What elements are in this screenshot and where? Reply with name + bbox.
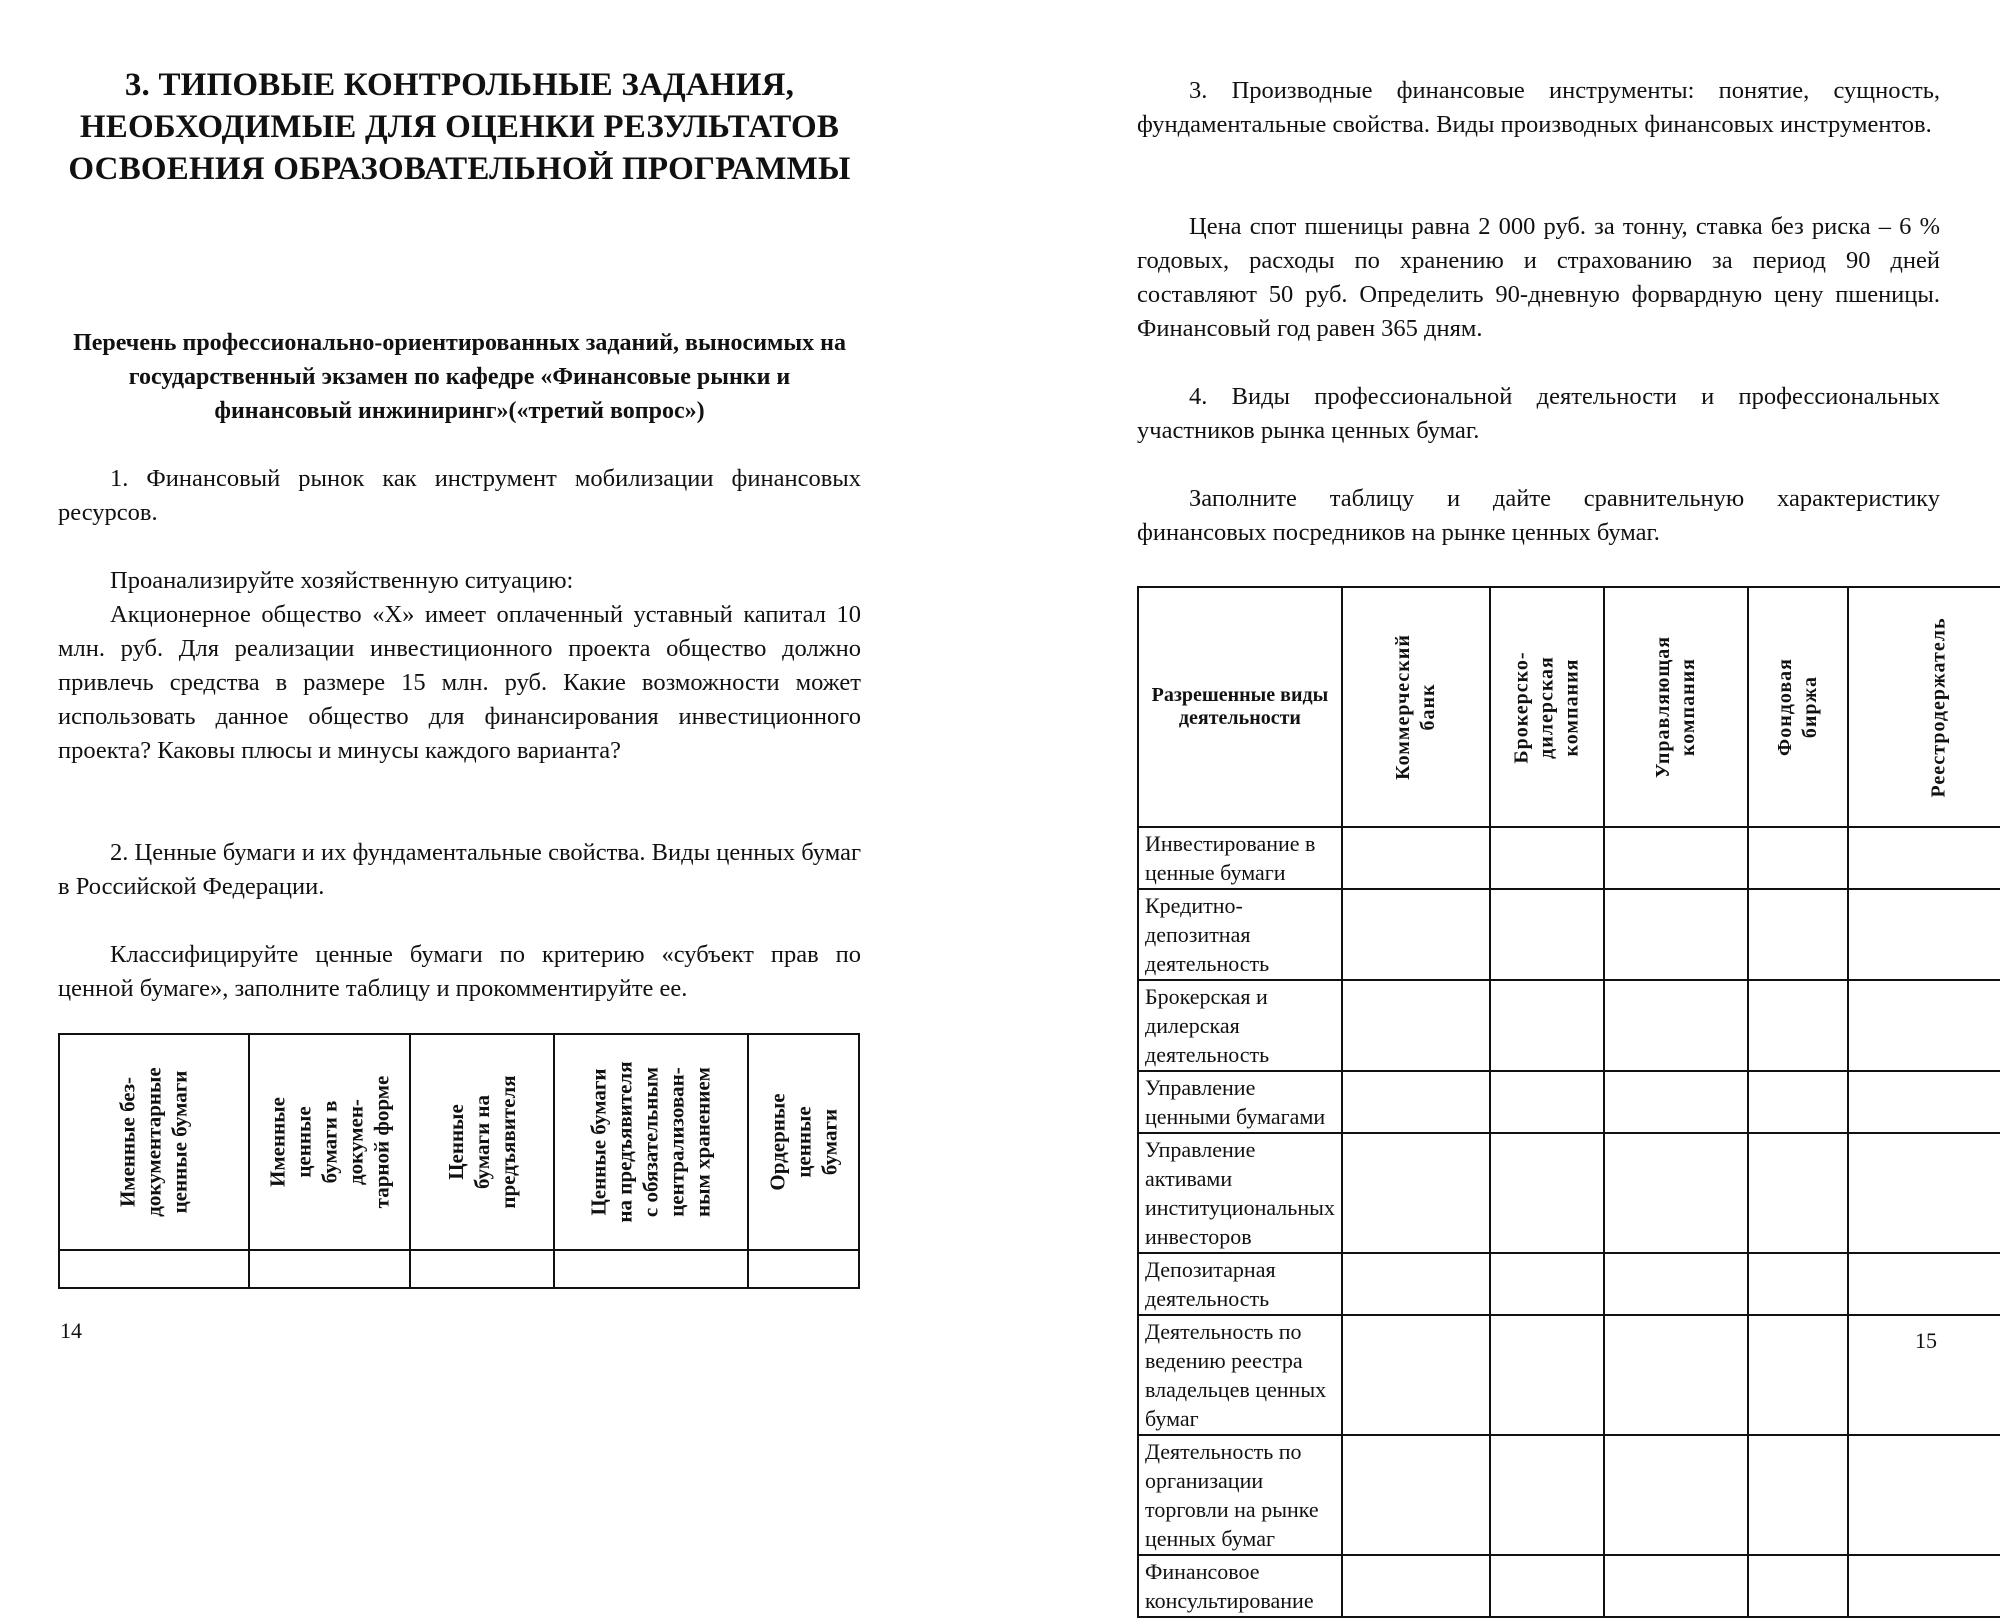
table-cell [1748,1071,1848,1133]
column-header-label: Фондовая биржа [1773,658,1821,756]
table-cell [1490,1071,1604,1133]
table-cell [748,1250,859,1288]
activity-label: Управление активами институциональных инвесторов [1138,1133,1342,1253]
column-header-label: Брокерско-дилерская компания [1510,650,1583,764]
table-row [1138,827,2000,889]
table-cell [410,1250,554,1288]
activities-header: Разрешенные виды деятельности [1138,587,1342,827]
column-header [554,1034,748,1250]
column-header-label: Ордерные ценные бумаги [765,1093,842,1191]
task-1-intro: Проанализируйте хозяйственную ситуацию: [110,567,574,594]
table-cell [1342,1071,1490,1133]
table-row [1138,889,2000,980]
table-cell [1604,980,1748,1071]
table-cell [1342,980,1490,1071]
table-cell [1848,1555,2000,1617]
table-cell [1848,1435,2000,1555]
column-header-label: Управляющая компания [1651,635,1699,779]
table-cell [1604,1315,1748,1435]
table-cell [1848,980,2000,1071]
column-header [1604,587,1748,827]
table-cell [249,1250,410,1288]
column-header-label: Именные без- документарные ценные бумаги [115,1067,192,1217]
table-cell [1748,980,1848,1071]
table-row [1138,1133,2000,1253]
table-header-row [1138,587,2000,827]
table-cell [1490,1555,1604,1617]
activity-label: Депозитарная деятельность [1138,1253,1342,1315]
table-row [1138,1071,2000,1133]
column-header-label: Именные ценные бумаги в докумен- тарной форме [265,1075,394,1209]
table-cell [1490,1133,1604,1253]
table-cell [1748,1435,1848,1555]
column-header [59,1034,249,1250]
table-cell [1604,1133,1748,1253]
column-header [1342,587,1490,827]
task-1-body: Акционерное общество «Х» имеет оплаченный уставный капитал 10 млн. руб. Для реализации инвестиционного проекта общество должно привлечь средства в размере 15 млн. руб. Какие возможности может использовать данное общество для финансирования инвестиционного проекта? Каковы плюсы и минусы каждого варианта? [58,601,861,764]
table-cell [1490,1315,1604,1435]
column-header [410,1034,554,1250]
table-cell [1848,1253,2000,1315]
activity-label: Инвестирование в ценные бумаги [1138,827,1342,889]
table-cell [1748,827,1848,889]
right-page [1000,0,2000,1613]
table-row [1138,1555,2000,1617]
table-cell [1342,1133,1490,1253]
column-header-label: Реестродержатель [1927,616,1950,798]
securities-classification-table [58,1033,860,1289]
table-cell [1848,1071,2000,1133]
column-header-label: Ценные бумаги на предъявителя [444,1075,520,1209]
task-2-text: Классифицируйте ценные бумаги по критерию «субъект прав по ценной бумаге», заполните таблицу и прокомментируйте ее. [58,941,861,1002]
table-row [1138,1435,2000,1555]
table-row [59,1250,859,1288]
column-header [1748,587,1848,827]
table-cell [1748,1315,1848,1435]
table-cell [1748,889,1848,980]
table-cell [1342,1315,1490,1435]
table-row [1138,980,2000,1071]
table-cell [1342,1253,1490,1315]
table-cell [1490,1435,1604,1555]
table-cell [1490,1253,1604,1315]
item-2-text: 2. Ценные бумаги и их фундаментальные свойства. Виды ценных бумаг в Российской Федерации. [58,839,861,900]
column-header [1848,587,2000,827]
financial-intermediaries-table [1137,586,2000,1618]
table-cell [1490,827,1604,889]
column-header [748,1034,859,1250]
activity-label: Кредитно-депозитная деятельность [1138,889,1342,980]
table-cell [1748,1253,1848,1315]
table-cell [1604,1435,1748,1555]
table-cell [1848,1133,2000,1253]
column-header-label: Ценные бумаги на предъявителя с обязательным централизован- ным хранением [587,1061,715,1223]
table-cell [1848,889,2000,980]
table-cell [1604,1071,1748,1133]
item-1-text: 1. Финансовый рынок как инструмент мобилизации финансовых ресурсов. [58,465,861,526]
table-cell [1342,1435,1490,1555]
table-cell [1342,827,1490,889]
column-header [249,1034,410,1250]
column-header-label: Коммерческий банк [1391,634,1439,780]
column-header [1490,587,1604,827]
item-3-text: 3. Производные финансовые инструменты: понятие, сущность, фундаментальные свойства. Виды производных финансовых инструментов. [1137,77,1940,138]
table-cell [1604,827,1748,889]
activity-label: Финансовое консультирование [1138,1555,1342,1617]
table-row [1138,1315,2000,1435]
table-header-row [59,1034,859,1250]
activity-label: Брокерская и дилерская деятельность [1138,980,1342,1071]
task-4-text: Заполните таблицу и дайте сравнительную характеристику финансовых посредников на рынке ценных бумаг. [1137,485,1940,546]
table-cell [1604,1253,1748,1315]
table-cell [1604,889,1748,980]
chapter-title: 3. ТИПОВЫЕ КОНТРОЛЬНЫЕ ЗАДАНИЯ, НЕОБХОДИМЫЕ ДЛЯ ОЦЕНКИ РЕЗУЛЬТАТОВ ОСВОЕНИЯ ОБРАЗОВАТЕЛЬНОЙ ПРОГРАММЫ [68,67,851,187]
left-page [0,0,1000,1422]
activity-label: Деятельность по ведению реестра владельцев ценных бумаг [1138,1315,1342,1435]
activity-label: Деятельность по организации торговли на рынке ценных бумаг [1138,1435,1342,1555]
table-row [1138,1253,2000,1315]
table-cell [1604,1555,1748,1617]
task-3-text: Цена спот пшеницы равна 2 000 руб. за тонну, ставка без риска – 6 % годовых, расходы по хранению и страхованию за период 90 дней составляют 50 руб. Определить 90-дневную форвардную цену пшеницы. Финансовый год равен 365 дням. [1137,213,1940,342]
page-number: 14 [60,1318,82,1343]
table-cell [1490,980,1604,1071]
table-cell [1490,889,1604,980]
table-cell [1748,1133,1848,1253]
page-number: 15 [1915,1328,1937,1353]
table-cell [1342,1555,1490,1617]
table-cell [1848,827,2000,889]
section-heading: Перечень профессионально-ориентированных заданий, выносимых на государственный экзамен по кафедре «Финансовые рынки и финансовый инжиниринг»(«третий вопрос») [73,330,846,424]
item-4-text: 4. Виды профессиональной деятельности и профессиональных участников рынка ценных бумаг. [1137,383,1940,444]
table-cell [554,1250,748,1288]
table-cell [59,1250,249,1288]
activity-label: Управление ценными бумагами [1138,1071,1342,1133]
table-cell [1748,1555,1848,1617]
table-cell [1342,889,1490,980]
